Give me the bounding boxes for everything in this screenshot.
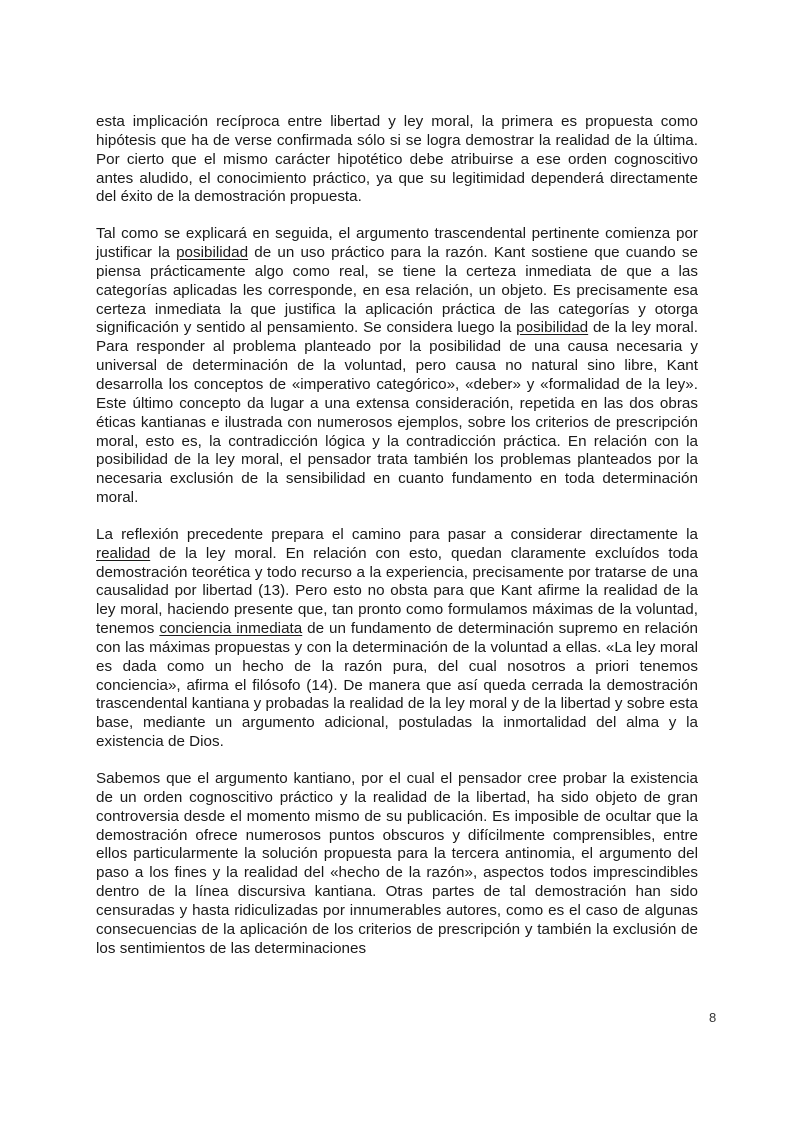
- emphasis-posibilidad-2: posibilidad: [516, 319, 589, 337]
- paragraph-3-text-a: La reflexión precedente prepara el camino para pasar a considerar directamente la: [96, 525, 698, 543]
- paragraph-2-text-b: de un uso práctico para la razón. Kant sostiene que cuando se piensa prácticamente algo como real, se tiene la certeza inmediata de que a las categorías aplicadas les corresponde, en esa relación, un objeto. Es precisamente esa certeza inmediata la que justifica la aplicación práctica de las categorías y otorga significación y sentido al pensamiento. Se considera luego la: [96, 244, 698, 337]
- paragraph-2-text-c: de la ley moral. Para responder al problema planteado por la posibilidad de una causa necesaria y universal de determinación de la voluntad, pero causa no natural sino libre, Kant desarrolla los conceptos de «imperativo categórico», «deber» y «formalidad de la ley». Este último concepto da lugar a una extensa consideración, repetida en las dos obras éticas kantianas e ilustrada con numerosos ejemplos, sobre los criterios de prescripción moral, esto es, la contradicción lógica y la contradicción práctica. En relación con la posibilidad de la ley moral, el pensador trata también los problemas planteados por la necesaria exclusión de la sensibilidad en cuanto fundamento en toda determinación moral.: [96, 319, 698, 507]
- paragraph-1-text: esta implicación recíproca entre libertad y ley moral, la primera es propuesta como hipótesis que ha de verse confirmada sólo si se logra demostrar la realidad de la última. Por cierto que el mismo carácter hipotético debe atribuirse a ese orden cognoscitivo antes aludido, el conocimiento práctico, ya que su legitimidad dependerá directamente del éxito de la demostración propuesta.: [96, 113, 698, 206]
- paragraph-3-text-b: de la ley moral. En relación con esto, quedan claramente excluídos toda demostración teorética y todo recurso a la experiencia, precisamente por tratarse de una causalidad por libertad (13). Pero esto no obsta para que Kant afirme la realidad de la ley moral, haciendo presente que, tan pronto como formulamos máximas de la voluntad, tenemos: [96, 544, 698, 638]
- page-number: 8: [709, 1010, 717, 1025]
- paragraph-4: [96, 770, 698, 958]
- paragraph-2-text-a: Tal como se explicará en seguida, el argumento trascendental pertinente comienza por justificar la: [96, 225, 698, 262]
- paragraph-3: [96, 526, 698, 752]
- paragraph-4-text: Sabemos que el argumento kantiano, por el cual el pensador cree probar la existencia de un orden cognoscitivo práctico y la realidad de la libertad, ha sido objeto de gran controversia desde el momento mismo de su publicación. Es imposible de ocultar que la demostración ofrece numerosos puntos obscuros y difícilmente comprensibles, entre ellos particularmente la solución propuesta para la tercera antinomia, el argumento del paso a los fines y la realidad del «hecho de la razón», aspectos todos imprescindibles dentro de la línea discursiva kantiana. Otras partes de tal demostración han sido censuradas y hasta ridiculizadas por innumerables autores, como es el caso de algunas consecuencias de la aplicación de los criterios de prescripción y también la exclusión de los sentimientos de las determinaciones: [96, 770, 698, 957]
- paragraph-1: [96, 113, 698, 207]
- emphasis-posibilidad: posibilidad: [176, 244, 249, 262]
- emphasis-conciencia-inmediata: conciencia inmediata: [159, 620, 303, 638]
- paragraph-2: [96, 225, 698, 508]
- document-body: [96, 113, 698, 958]
- paragraph-3-text-c: de un fundamento de determinación supremo en relación con las máximas propuestas y con la determinación de la voluntad a ellas. «La ley moral es dada como un hecho de la razón pura, del cual nosotros a priori tenemos conciencia», afirma el filósofo (14). De manera que así queda cerrada la demostración trascendental kantiana y probadas la realidad de la ley moral y de la libertad y sobre esta base, mediante un argumento adicional, postuladas la inmortalidad del alma y la existencia de Dios.: [96, 620, 699, 751]
- emphasis-realidad: realidad: [96, 544, 151, 562]
